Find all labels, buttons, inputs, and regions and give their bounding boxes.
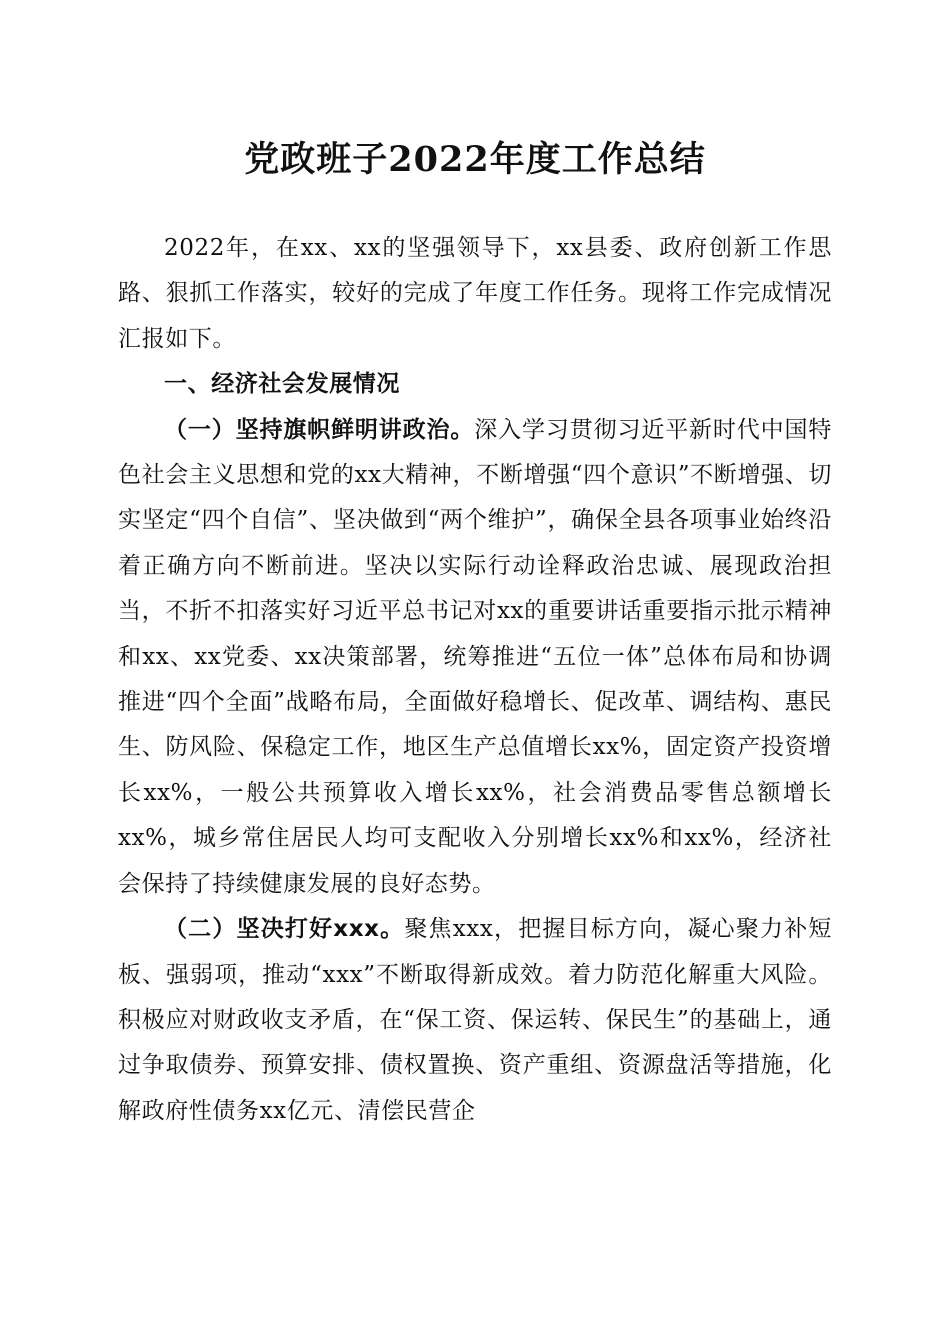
item-2-text: 聚焦xxx，把握目标方向，凝心聚力补短板、强弱项，推动“xxx”不断取得新成效。着力防范化解重大风险。积极应对财政收支矛盾，在“保工资、保运转、保民生”的基础上，通过争取债券、预算安排、债权置换、资产重组、资源盘活等措施，化解政府性债务xx亿元、清偿民营企 [118, 916, 832, 1124]
item-1-text: 深入学习贯彻习近平新时代中国特色社会主义思想和党的xx大精神，不断增强“四个意识”不断增强、切实坚定“四个自信”、坚决做到“两个维护”，确保全县各项事业始终沿着正确方向不断前进。坚决以实际行动诠释政治忠诚、展现政治担当，不折不扣落实好习近平总书记对xx的重要讲话重要指示批示精神和xx、xx党委、xx决策部署，统筹推进“五位一体”总体布局和协调推进“四个全面”战略布局，全面做好稳增长、促改革、调结构、惠民生、防风险、保稳定工作，地区生产总值增长xx%，固定资产投资增长xx%，一般公共预算收入增长xx%，社会消费品零售总额增长xx%，城乡常住居民人均可支配收入分别增长xx%和xx%，经济社会保持了持续健康发展的良好态势。 [118, 416, 832, 897]
item-1-paragraph [118, 408, 832, 907]
item-1-lead: （一）坚持旗帜鲜明讲政治。 [164, 416, 475, 443]
document-title: 党政班子2022年度工作总结 [244, 139, 706, 180]
item-2-paragraph [118, 907, 832, 1134]
item-2-lead: （二）坚决打好xxx。 [164, 916, 405, 943]
section-1-heading: 一、经济社会发展情况 [164, 371, 400, 398]
document-body [118, 226, 832, 1134]
intro-paragraph: 2022年，在xx、xx的坚强领导下，xx县委、政府创新工作思路、狠抓工作落实，较好的完成了年度工作任务。现将工作完成情况汇报如下。 [118, 235, 832, 352]
